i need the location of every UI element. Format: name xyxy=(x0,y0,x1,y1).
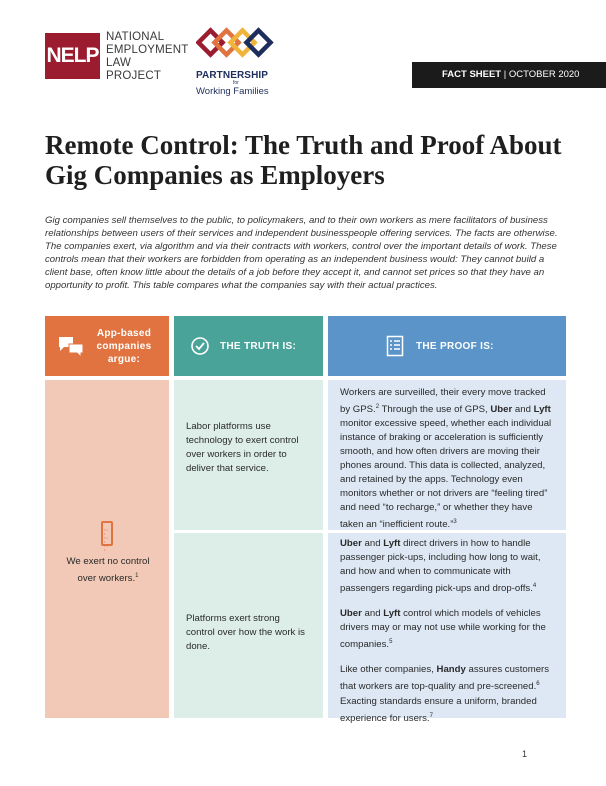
proof-text: Through the use of GPS, xyxy=(379,404,491,416)
proof-paragraph xyxy=(340,607,558,652)
footnote-ref: 6 xyxy=(536,681,540,688)
company-name: Uber xyxy=(340,538,362,549)
fact-sheet-label: FACT SHEET xyxy=(442,69,502,80)
footnote-ref: 2 xyxy=(375,404,380,410)
proof-text: Workers are surveilled, their every move tracked by GPS. xyxy=(340,387,546,416)
document-title: Remote Control: The Truth and Proof About Gig Companies as Employers xyxy=(45,130,562,190)
partnership-subtitle: Working Families xyxy=(196,86,269,97)
checklist-icon xyxy=(386,335,404,357)
proof-text: direct drivers in how to handle passenger pick-ups, including how long to wait, and how and when to communicate with passengers regarding pick-ups and drop-offs. xyxy=(340,538,541,595)
header-truth-label: THE TRUTH IS: xyxy=(220,340,297,352)
header-truth xyxy=(174,316,323,376)
nelp-logo: NELP xyxy=(45,33,100,79)
truth-cell-2: Platforms exert strong control over how the work is done. xyxy=(174,533,323,718)
header-proof xyxy=(328,316,566,376)
company-name: Lyft xyxy=(383,538,401,549)
proof-text: and xyxy=(512,404,534,416)
phone-icon: • • • • • • • • • xyxy=(101,521,113,546)
company-name: Handy xyxy=(436,664,466,676)
footnote-ref: 4 xyxy=(532,583,537,589)
fact-sheet-date: OCTOBER 2020 xyxy=(508,69,580,80)
nelp-name xyxy=(106,31,189,83)
footnote-ref: 1 xyxy=(135,573,139,579)
partnership-logo-mark-icon xyxy=(196,26,274,64)
proof-cell-2 xyxy=(328,533,566,724)
proof-text: assures customers that workers are top-quality and pre-screened. xyxy=(340,664,550,693)
proof-text: and xyxy=(361,608,384,620)
truth-cell-1: Labor platforms use technology to exert control over workers in order to deliver that service. xyxy=(174,380,323,530)
proof-text: Like other companies, xyxy=(340,664,437,676)
intro-paragraph: Gig companies sell themselves to the public, to policymakers, and to their own workers as mere facilitators of business relationships between users of their services and independent businesspeople offering services. The facts are otherwise. The companies exert, via algorithm and via their contracts with workers, control over the important details of work. These controls mean that their workers are forbidden from operating as an independent business would: They cannot build a client base, often know little about the details of a job before they accept it, and cannot set prices so that they have an opportunity to profit. This table compares what the companies say with their actual practices. xyxy=(45,215,558,291)
company-name: Lyft xyxy=(533,404,551,416)
header-app-based-argue xyxy=(45,316,169,376)
proof-text: and xyxy=(361,538,384,549)
proof-text: control which models of vehicles drivers may or may not use while working for the companies. xyxy=(340,608,546,651)
partnership-for: for xyxy=(233,80,239,86)
footnote-ref: 5 xyxy=(389,639,393,646)
footnote-ref: 7 xyxy=(429,712,433,719)
company-name: Uber xyxy=(340,608,362,620)
nelp-line: PROJECT xyxy=(106,70,162,82)
footnote-ref: 3 xyxy=(453,519,457,526)
page-number: 1 xyxy=(522,749,528,759)
nelp-line: NATIONAL xyxy=(106,31,165,43)
proof-text: Exacting standards ensure a uniform, branded experience for users. xyxy=(340,695,537,724)
header-proof-label: THE PROOF IS: xyxy=(416,340,494,352)
nelp-line: LAW xyxy=(106,57,132,69)
speech-bubbles-icon xyxy=(57,335,85,357)
claim-text xyxy=(60,555,156,586)
company-name: Lyft xyxy=(383,608,401,620)
proof-text: monitor excessive speed, whether each individual instance of braking or acceleration is sufficiently smooth, and how often drivers are moving their phones around. This data is collected, analyzed, and retained by the apps. Technology even monitors whether or not drivers are “feeling tired” and need “to recharge,” or whether they have taken an “inefficient route.” xyxy=(340,418,552,531)
check-badge-icon xyxy=(190,336,210,356)
proof-paragraph xyxy=(340,537,558,596)
fact-sheet-separator: | xyxy=(501,69,509,80)
company-name: Uber xyxy=(490,404,513,416)
fact-sheet-bar xyxy=(412,62,606,88)
header-argue-label: App-based companies argue: xyxy=(96,327,152,365)
proof-paragraph xyxy=(340,663,558,725)
nelp-line: EMPLOYMENT xyxy=(106,44,189,56)
proof-cell-1 xyxy=(328,380,566,530)
claim-statement: We exert no control over workers. xyxy=(66,556,150,585)
partnership-title: PARTNERSHIP xyxy=(196,70,269,81)
